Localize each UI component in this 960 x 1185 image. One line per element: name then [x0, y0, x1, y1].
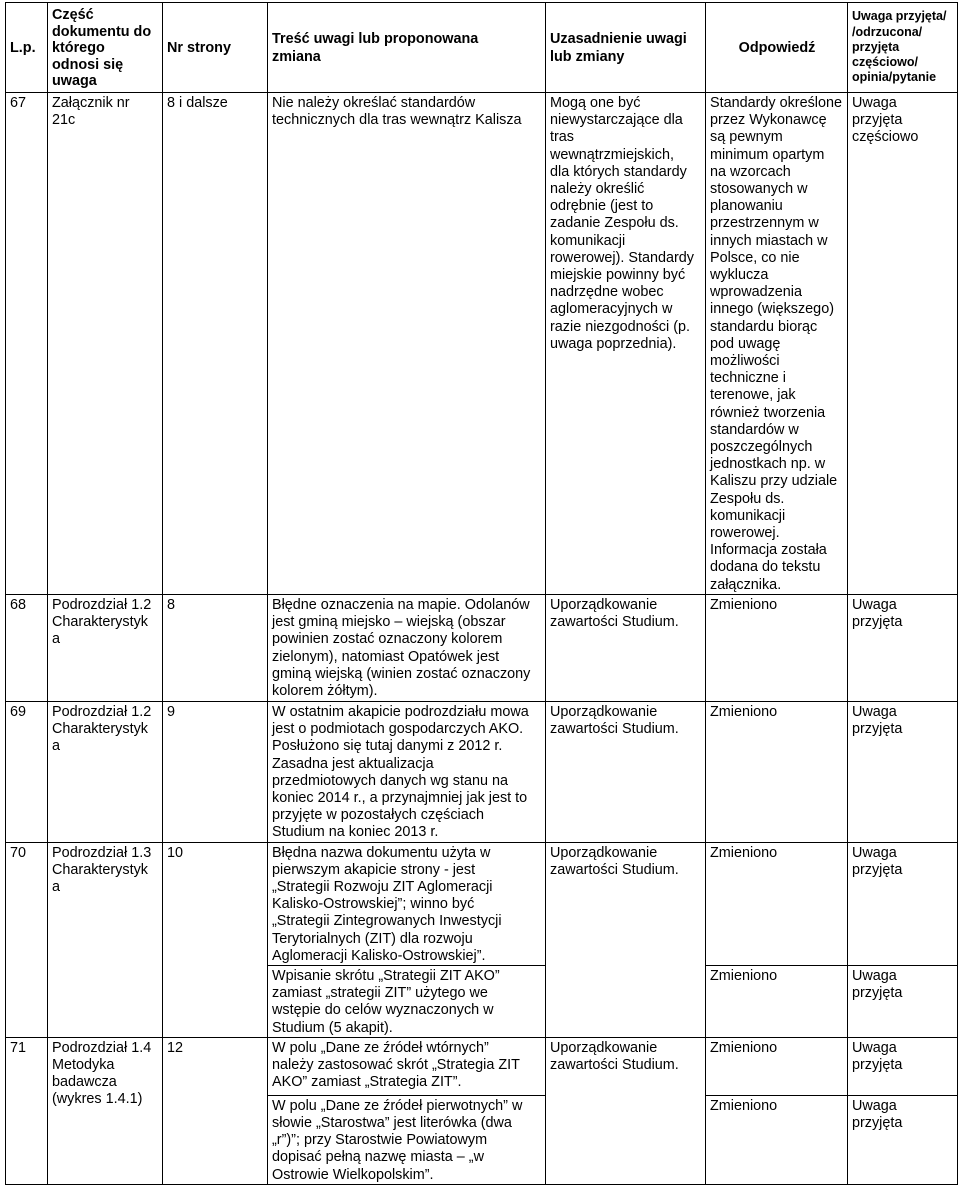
row-lp: 70 [6, 842, 48, 1037]
row-document-part: Podrozdział 1.2 Charakterystyk a [48, 594, 163, 701]
row-document-part: Podrozdział 1.4 Metodyka badawcza (wykres 1.4.1) [48, 1037, 163, 1184]
header-row [6, 3, 958, 93]
row-status: Uwaga przyjęta [848, 594, 958, 701]
table-row [6, 701, 958, 842]
table-row [6, 1037, 958, 1095]
table-row [6, 842, 958, 965]
header-lp: L.p. [6, 3, 48, 93]
table-row [6, 93, 958, 595]
row-remark-content: W polu „Dane ze źródeł pierwotnych” w słowie „Starostwa” jest literówka (dwa „r”)”; przy Starostwie Powiatowym dopisać pełną nazwę miasta – „w Ostrowie Wielkopolskim”. [268, 1095, 546, 1184]
row-status: Uwaga przyjęta częściowo [848, 93, 958, 595]
row-answer: Standardy określone przez Wykonawcę są pewnym minimum opartym na wzorcach stosowanych w planowaniu przestrzennym w innych miastach w Polsce, co nie wyklucza wprowadzenia innego (większego) standardu biorąc pod uwagę możliwości techniczne i terenowe, jak również tworzenia standardów w poszczególnych jednostkach np. w Kaliszu przy udziale Zespołu ds. komunikacji rowerowej. Informacja została dodana do tekstu załącznika. [706, 93, 848, 595]
header-page-number: Nr strony [163, 3, 268, 93]
row-justification: Uporządkowanie zawartości Studium. [546, 842, 706, 1037]
row-document-part: Podrozdział 1.2 Charakterystyk a [48, 701, 163, 842]
row-answer: Zmieniono [706, 701, 848, 842]
row-remark-content: W polu „Dane ze źródeł wtórnych” należy zastosować skrót „Strategia ZIT AKO” zamiast „Strategia ZIT”. [268, 1037, 546, 1095]
row-answer: Zmieniono [706, 965, 848, 1037]
row-lp: 68 [6, 594, 48, 701]
row-justification: Uporządkowanie zawartości Studium. [546, 1037, 706, 1184]
row-remark-content: Błędna nazwa dokumentu użyta w pierwszym akapicie strony - jest „Strategii Rozwoju ZIT Aglomeracji Kalisko-Ostrowskiej”; winno być „Strategii Zintegrowanych Inwestycji Terytorialnych (ZIT) dla rozwoju Aglomeracji Kalisko-Ostrowskiej”. [268, 842, 546, 965]
row-remark-content: Błędne oznaczenia na mapie. Odolanów jest gminą miejsko – wiejską (obszar powinien zostać oznaczony kolorem zielonym), natomiast Opatówek jest gminą wiejską (winien zostać oznaczony kolorem żółtym). [268, 594, 546, 701]
row-answer: Zmieniono [706, 842, 848, 965]
row-status: Uwaga przyjęta [848, 1037, 958, 1095]
row-remark-content: Nie należy określać standardów technicznych dla tras wewnątrz Kalisza [268, 93, 546, 595]
row-status: Uwaga przyjęta [848, 701, 958, 842]
table-row [6, 594, 958, 701]
row-document-part: Podrozdział 1.3 Charakterystyk a [48, 842, 163, 1037]
header-document-part: Część dokumentu do którego odnosi się uwaga [48, 3, 163, 93]
row-answer: Zmieniono [706, 1037, 848, 1095]
row-status: Uwaga przyjęta [848, 1095, 958, 1184]
row-lp: 67 [6, 93, 48, 595]
row-justification: Mogą one być niewystarczające dla tras wewnątrzmiejskich, dla których standardy należy określić odrębnie (jest to zadanie Zespołu ds. komunikacji rowerowej). Standardy miejskie powinny być nadrzędne wobec aglomeracyjnych w razie niezgodności (p. uwaga poprzednia). [546, 93, 706, 595]
row-answer: Zmieniono [706, 1095, 848, 1184]
header-answer: Odpowiedź [706, 3, 848, 93]
remarks-table [5, 2, 958, 1185]
row-status: Uwaga przyjęta [848, 842, 958, 965]
row-answer: Zmieniono [706, 594, 848, 701]
row-lp: 71 [6, 1037, 48, 1184]
row-document-part: Załącznik nr 21c [48, 93, 163, 595]
row-justification: Uporządkowanie zawartości Studium. [546, 594, 706, 701]
row-lp: 69 [6, 701, 48, 842]
row-page-number: 9 [163, 701, 268, 842]
row-status: Uwaga przyjęta [848, 965, 958, 1037]
row-page-number: 10 [163, 842, 268, 1037]
row-remark-content: W ostatnim akapicie podrozdziału mowa jest o podmiotach gospodarczych AKO. Posłużono się tutaj danymi z 2012 r. Zasadna jest aktualizacja przedmiotowych danych wg stanu na koniec 2014 r., a przynajmniej jak jest to przyjęte w pozostałych częściach Studium na koniec 2013 r. [268, 701, 546, 842]
row-page-number: 8 i dalsze [163, 93, 268, 595]
row-page-number: 12 [163, 1037, 268, 1184]
header-remark-content: Treść uwagi lub proponowana zmiana [268, 3, 546, 93]
header-status: Uwaga przyjęta/ /odrzucona/ przyjęta częściowo/ opinia/pytanie [848, 3, 958, 93]
header-justification: Uzasadnienie uwagi lub zmiany [546, 3, 706, 93]
row-justification: Uporządkowanie zawartości Studium. [546, 701, 706, 842]
row-page-number: 8 [163, 594, 268, 701]
row-remark-content: Wpisanie skrótu „Strategii ZIT AKO” zamiast „strategii ZIT” użytego we wstępie do celów wyznaczonych w Studium (5 akapit). [268, 965, 546, 1037]
